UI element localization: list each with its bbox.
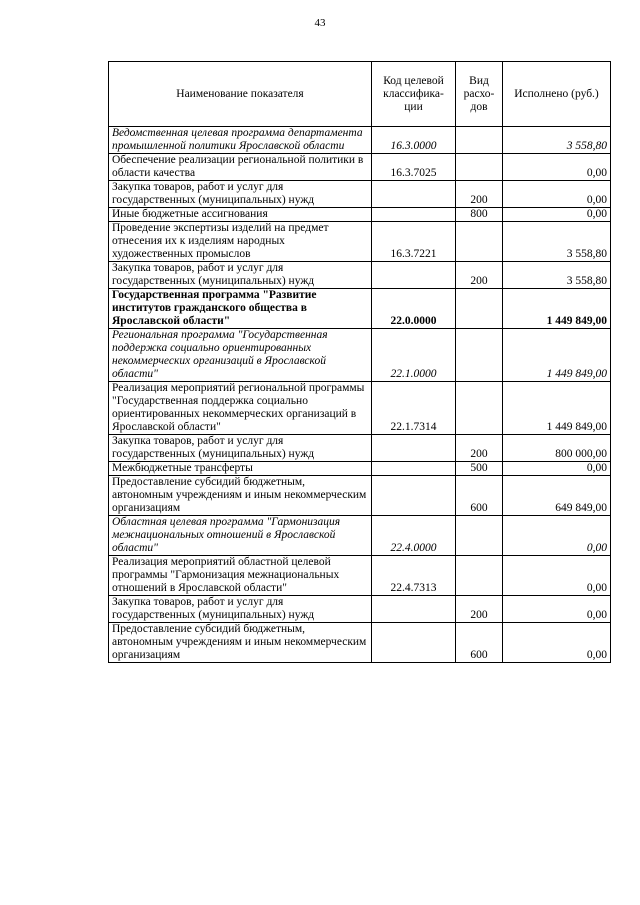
table-body bbox=[109, 127, 611, 663]
cell-name: Предоставление субсидий бюджетным, автономным учреждениям и иным некоммерческим организациям bbox=[109, 623, 372, 663]
cell-sum: 0,00 bbox=[503, 516, 611, 556]
cell-sum: 3 558,80 bbox=[503, 127, 611, 154]
cell-name: Ведомственная целевая программа департамента промышленной политики Ярославской области bbox=[109, 127, 372, 154]
cell-code bbox=[372, 462, 456, 476]
header-name: Наименование показателя bbox=[109, 62, 372, 127]
cell-name: Областная целевая программа "Гармонизация межнациональных отношений в Ярославской области" bbox=[109, 516, 372, 556]
table-row bbox=[109, 623, 611, 663]
table-row bbox=[109, 289, 611, 329]
cell-sum: 0,00 bbox=[503, 181, 611, 208]
cell-name: Государственная программа "Развитие институтов гражданского общества в Ярославской области" bbox=[109, 289, 372, 329]
table-row bbox=[109, 596, 611, 623]
cell-name: Региональная программа "Государственная поддержка социально ориентированных некоммерческих организаций в Ярославской области" bbox=[109, 329, 372, 382]
cell-type: 600 bbox=[456, 623, 503, 663]
table-row bbox=[109, 127, 611, 154]
table-row bbox=[109, 516, 611, 556]
cell-type bbox=[456, 516, 503, 556]
cell-sum: 3 558,80 bbox=[503, 262, 611, 289]
cell-sum: 1 449 849,00 bbox=[503, 382, 611, 435]
cell-code: 16.3.7025 bbox=[372, 154, 456, 181]
cell-type bbox=[456, 222, 503, 262]
cell-sum: 0,00 bbox=[503, 154, 611, 181]
cell-sum: 649 849,00 bbox=[503, 476, 611, 516]
table-row bbox=[109, 262, 611, 289]
cell-type bbox=[456, 127, 503, 154]
cell-code: 22.4.0000 bbox=[372, 516, 456, 556]
cell-code bbox=[372, 476, 456, 516]
cell-type: 200 bbox=[456, 262, 503, 289]
cell-type bbox=[456, 289, 503, 329]
cell-name: Закупка товаров, работ и услуг для государственных (муниципальных) нужд bbox=[109, 181, 372, 208]
cell-sum: 1 449 849,00 bbox=[503, 329, 611, 382]
cell-type: 600 bbox=[456, 476, 503, 516]
cell-code bbox=[372, 262, 456, 289]
cell-sum: 0,00 bbox=[503, 556, 611, 596]
table-row bbox=[109, 556, 611, 596]
cell-type bbox=[456, 382, 503, 435]
cell-code bbox=[372, 623, 456, 663]
table-row bbox=[109, 435, 611, 462]
cell-code bbox=[372, 181, 456, 208]
table-row bbox=[109, 476, 611, 516]
cell-name: Предоставление субсидий бюджетным, автономным учреждениям и иным некоммерческим организациям bbox=[109, 476, 372, 516]
cell-name: Проведение экспертизы изделий на предмет отнесения их к изделиям народных художественных промыслов bbox=[109, 222, 372, 262]
cell-name: Закупка товаров, работ и услуг для государственных (муниципальных) нужд bbox=[109, 262, 372, 289]
cell-sum: 0,00 bbox=[503, 462, 611, 476]
cell-code: 22.1.0000 bbox=[372, 329, 456, 382]
cell-code: 22.1.7314 bbox=[372, 382, 456, 435]
cell-sum: 1 449 849,00 bbox=[503, 289, 611, 329]
cell-code bbox=[372, 208, 456, 222]
table-row bbox=[109, 181, 611, 208]
cell-type: 200 bbox=[456, 435, 503, 462]
table-row bbox=[109, 222, 611, 262]
table-header-row bbox=[109, 62, 611, 127]
cell-type: 800 bbox=[456, 208, 503, 222]
cell-sum: 3 558,80 bbox=[503, 222, 611, 262]
cell-code bbox=[372, 435, 456, 462]
cell-code: 16.3.0000 bbox=[372, 127, 456, 154]
cell-name: Реализация мероприятий региональной программы "Государственная поддержка социально ориентированных некоммерческих организаций в Ярославской области" bbox=[109, 382, 372, 435]
cell-sum: 0,00 bbox=[503, 596, 611, 623]
header-type: Вид расхо- дов bbox=[456, 62, 503, 127]
table-row bbox=[109, 329, 611, 382]
cell-code: 22.0.0000 bbox=[372, 289, 456, 329]
cell-code: 16.3.7221 bbox=[372, 222, 456, 262]
cell-code: 22.4.7313 bbox=[372, 556, 456, 596]
page-number: 43 bbox=[314, 17, 326, 29]
header-code: Код целевой классифика- ции bbox=[372, 62, 456, 127]
cell-sum: 800 000,00 bbox=[503, 435, 611, 462]
table-row bbox=[109, 462, 611, 476]
cell-type bbox=[456, 154, 503, 181]
cell-name: Межбюджетные трансферты bbox=[109, 462, 372, 476]
cell-code bbox=[372, 596, 456, 623]
expenditure-table bbox=[108, 61, 611, 663]
cell-name: Обеспечение реализации региональной политики в области качества bbox=[109, 154, 372, 181]
cell-type: 200 bbox=[456, 596, 503, 623]
table-row bbox=[109, 154, 611, 181]
cell-type: 500 bbox=[456, 462, 503, 476]
cell-name: Реализация мероприятий областной целевой программы "Гармонизация межнациональных отношений в Ярославской области" bbox=[109, 556, 372, 596]
table-row bbox=[109, 208, 611, 222]
cell-type bbox=[456, 329, 503, 382]
cell-type bbox=[456, 556, 503, 596]
cell-name: Закупка товаров, работ и услуг для государственных (муниципальных) нужд bbox=[109, 435, 372, 462]
cell-type: 200 bbox=[456, 181, 503, 208]
cell-name: Иные бюджетные ассигнования bbox=[109, 208, 372, 222]
table-row bbox=[109, 382, 611, 435]
cell-sum: 0,00 bbox=[503, 623, 611, 663]
cell-sum: 0,00 bbox=[503, 208, 611, 222]
header-sum: Исполнено (руб.) bbox=[503, 62, 611, 127]
cell-name: Закупка товаров, работ и услуг для государственных (муниципальных) нужд bbox=[109, 596, 372, 623]
